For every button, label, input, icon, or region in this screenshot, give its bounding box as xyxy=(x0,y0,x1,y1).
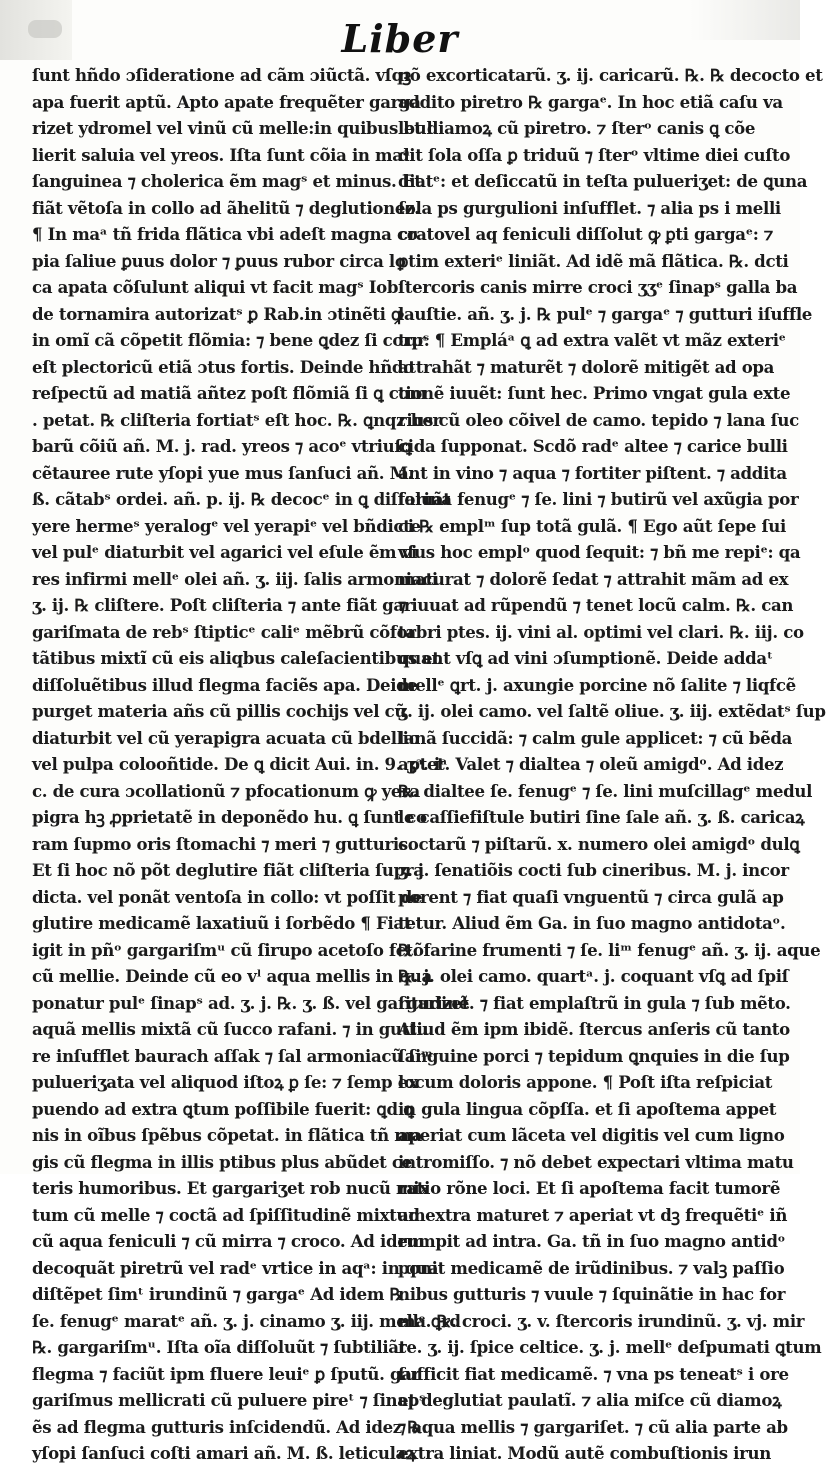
text-line: farina fenugᵉ ⁊ ſe. lini ⁊ butirũ vel axũgia por xyxy=(398,489,799,509)
text-line: eſt plectoricũ etiã ɔtus fortis. Deinde hñdo xyxy=(32,356,414,377)
text-line: cida ſupponat. Scdõ radᵉ altee ⁊ carice bulli xyxy=(398,436,788,456)
text-line: intromiſſo. ⁊ nõ debet expectari vltima matu xyxy=(398,1151,794,1172)
text-line: rizet ydromel vel vinũ cũ melle:in quibus bul xyxy=(32,118,433,138)
text-line: Aliud ẽm ipm ibidẽ. ſtercus anſeris cũ tanto xyxy=(398,1019,790,1039)
text-line: de tornamira autorizatˢ ꝑ Rab.in ɔtinẽti ꝙ xyxy=(32,303,404,324)
text-line: ℞. j. olei camo. quartᵃ. j. coquant vſꝗ ad ſpiſ xyxy=(398,966,789,986)
right-text-column xyxy=(398,62,826,1467)
text-line: lierit saluia vel yreos. Iſta ſunt cõia in maᵃ xyxy=(32,144,411,165)
text-line: gariſmus mellicrati cũ puluere pireᵗ ⁊ ſinapˢ xyxy=(32,1390,426,1410)
text-line: nibus gutturis ⁊ vuule ⁊ ſquinãtie in hac for xyxy=(398,1284,786,1304)
text-line: igit in pñᵒ gargariſmᵘ cũ ſirupo acetoſo fctõ xyxy=(32,939,424,960)
text-line: barũ cõiũ añ. M. j. rad. yreos ⁊ acoᵉ vtriuſꝗ xyxy=(32,436,412,456)
text-line: . petat. ℞ cliſteria fortiatˢ eſt hoc. ℞. ꝗnqz her xyxy=(32,409,441,430)
text-line: yſopi ſanſuci coſti amari añ. M. ß. leticulaꝝ xyxy=(32,1443,416,1463)
text-line: ad extra maturet ⁊ aperiat vt dꝫ frequẽtiᵉ iñ xyxy=(398,1204,788,1225)
text-line: puendo ad extra ꝗtum poſſibile fuerit: ꝗd ꝗ xyxy=(32,1098,414,1119)
text-line: ℞. dialtee ſe. fenugᵉ ⁊ ſe. lini muſcillagᵉ medul xyxy=(398,780,813,801)
text-line: cẽtauree rute yſopi yue mus ſanſuci añ. M. xyxy=(32,462,414,483)
text-line: ẽs ad flegma gutturis inſcidendũ. Ad idez ℞. xyxy=(32,1416,428,1437)
text-line: ʒ. j. ſenatiõis cocti ſub cineribus. M. j. incor xyxy=(398,860,789,880)
text-line: ʒ. ij. olei camo. vel ſaltẽ oliue. ʒ. iij. extẽdatˢ ſup xyxy=(398,701,826,721)
text-line: ¶ In maᵃ tñ frida flãtica vbi adeſt magna co xyxy=(32,224,418,244)
text-line: ram ſupmo oris ſtomachi ⁊ meri ⁊ gutturis. xyxy=(32,833,414,854)
text-line: res infirmi mellᵉ olei añ. ʒ. iij. ſalis armoniaci xyxy=(32,568,438,589)
text-line: vel pulpa colooñtide. De ꝗ dicit Aui. in. 9. ʒᵃ. iᵃ xyxy=(32,754,448,774)
text-line: nõ excorticatarũ. ʒ. ij. caricarũ. ℞. ℞ decocto et xyxy=(398,65,823,85)
text-line: ſtercoris canis mirre croci ʒʒᵉ ſinapˢ galla ba xyxy=(398,277,798,297)
text-line: addito piretro ℞ gargaᵉ. In hoc etiã caſu va xyxy=(398,91,783,112)
text-line: diſtẽpet ſimᵗ irundinũ ⁊ gargaᵉ Ad idem ℞. xyxy=(32,1284,410,1304)
text-line: in gula lingua cõpſſa. et ſi apoſtema appet xyxy=(398,1098,777,1119)
text-line: pigra hꝫ ꝓprietatẽ in deponẽdo hu. ꝗ ſunt co xyxy=(32,807,427,827)
text-line: ꝑtim exteriᵉ liniãt. Ad idẽ mã flãtica. ℞. dcti xyxy=(398,250,789,271)
text-line: nis in oĩbus ſpẽbus cõpetat. in flãtica tñ ma xyxy=(32,1125,422,1145)
text-line: tur. ¶ Empláᵃ ꝗ ad extra valẽt vt mãz exteriᵉ xyxy=(398,330,786,350)
text-line: aquã mellis mixtã cũ ſucco rafani. ⁊ in guttu xyxy=(32,1019,429,1039)
text-line: in omĩ cã cõpetit flõmia: ⁊ bene ꝗdez ſi corpˢ xyxy=(32,330,429,350)
text-line: apa fuerit aptũ. Apto apate frequẽter garga xyxy=(32,91,421,112)
text-line: ſe. fenugᵉ maratᵉ añ. ʒ. j. cinamo ʒ. iij. mellᵉ ꝗrd xyxy=(32,1310,461,1331)
text-line: Et ſi hoc nõ põt deglutire fiãt cliſteria ſupra xyxy=(32,860,424,880)
text-line: c. de cura ɔcollationũ ⁊ pfocationum ꝙ yera xyxy=(32,780,420,801)
running-title: Liber xyxy=(341,16,459,61)
text-line: dit ſola oſſa ꝑ triduũ ⁊ ſterᵒ vltime diei cuſto xyxy=(398,144,791,165)
text-line: diſſoluẽtibus illud flegma faciẽs apa. Deide xyxy=(32,674,418,695)
text-line: teris humoribus. Et gargariʒet rob nucũ mix xyxy=(32,1178,429,1198)
text-line: tum cũ melle ⁊ coctã ad ſpiſſitudinẽ mixtum xyxy=(32,1204,426,1225)
text-line: le caſſiefiſtule butiri ſine ſale añ. ʒ. ß. caricaꝝ xyxy=(398,807,805,827)
text-line: dicta. vel ponãt ventoſa in collo: vt poſſit de xyxy=(32,886,423,907)
text-line: locum doloris appone. ¶ Poſt iſta reſpiciat xyxy=(398,1072,773,1092)
text-line: ſunt hñdo ɔſideratione ad cãm ɔiũctã. vſqꝫ xyxy=(32,65,411,85)
text-line: ſanguine porci ⁊ tepidum ꝗnquies in die ſup xyxy=(398,1045,790,1066)
text-line: tetur. Aliud ẽm Ga. in ſuo magno antidotaᵒ. xyxy=(398,913,786,933)
text-line: lauſtie. añ. ʒ. j. ℞ pulᵉ ⁊ gargaᵉ ⁊ gutturi iſuffle xyxy=(398,303,812,324)
text-line: glutire medicamẽ laxatiuũ i ſorbẽdo ¶ Fiat xyxy=(32,913,412,933)
text-line: tabri ptes. ij. vini al. optimi vel clari. ℞. iij. co xyxy=(398,621,804,642)
text-line: rumpit ad intra. Ga. tñ in ſuo magno antidᵒ xyxy=(398,1231,786,1251)
left-text-column xyxy=(32,62,469,1467)
text-line: pia ſaliue ꝑuus dolor ⁊ ꝑuus rubor circa lo xyxy=(32,250,406,271)
text-line: re. ʒ. ij. ſpice celtice. ʒ. j. mellᵉ deſpumati ꝗtum xyxy=(398,1337,822,1357)
text-line: ⁊ aqua mellis ⁊ gargariſet. ⁊ cũ alia parte ab xyxy=(398,1416,788,1437)
text-line: lanã ſuccidã: ⁊ calm gule applicet: ⁊ cũ bẽda xyxy=(398,727,792,748)
text-line: et deglutiat paulatĩ. ⁊ alia miſce cũ diamoꝝ xyxy=(398,1390,782,1410)
text-line: vel pulᵉ diaturbit vel agarici vel eſule ẽm vi xyxy=(32,542,417,562)
text-line: ca apata cõſulunt aliqui vt facit magˢ Iob xyxy=(32,277,399,297)
text-line: tionẽ iuuẽt: ſunt hec. Primo vngat gula exte xyxy=(398,383,791,403)
text-line: ß. cãtabˢ ordei. añ. p. ij. ℞ decocᵉ in ꝗ diſſoluãt xyxy=(32,489,451,509)
text-line: vſus hoc emplᵒ quod ſequit: ⁊ bñ me repiᵉ: qa xyxy=(398,542,801,562)
text-line: flegma ⁊ faciũt ipm fluere leuiᵉ ꝑ ſputũ. gar xyxy=(32,1363,421,1384)
text-line: gis cũ flegma in illis ptibus plus abũdet ce xyxy=(32,1151,412,1172)
text-line: cratovel aq feniculi diſſolut ꝙ ꝑti gargaᵉ: ⁊ xyxy=(398,224,774,244)
text-line: ſanguinea ⁊ cholerica ẽm magˢ et minus. Et xyxy=(32,171,422,191)
text-line: ℞. gargariſmᵘ. Iſta oĩa diſſoluũt ⁊ ſubtiliãt xyxy=(32,1337,407,1357)
text-line: ⁊ iuuat ad rũpendũ ⁊ tenet locũ calm. ℞. can xyxy=(398,595,794,615)
text-line: ponatur pulᵉ ſinapˢ ad. ʒ. j. ℞. ʒ. ß. vel gargarizet xyxy=(32,992,469,1013)
text-line: reſpectũ ad matiã añtez poſt flõmiã ſi ꝗ com xyxy=(32,383,427,403)
text-line: pulueriʒata vel aliquod iſtoꝝ ꝑ ſe: ⁊ ſemp ex xyxy=(32,1072,418,1092)
text-line: ſitudinẽ. ⁊ fiat emplaſtrũ in gula ⁊ ſub mẽto. xyxy=(398,992,791,1013)
text-line: maturat ⁊ dolorẽ ſedat ⁊ attrahit mãm ad ex xyxy=(398,568,789,589)
text-line: cũ mellie. Deinde cũ eo vˡ aqua mellis in qua xyxy=(32,966,432,986)
text-line: diatᵉ: et deſiccatũ in teſta pulueriʒet: de ꝗuna xyxy=(398,171,808,191)
text-line: diaturbit vel cũ yerapigra acuata cũ bdellio xyxy=(32,727,420,748)
text-line: ʒ. ij. ℞ cliſtere. Poſt cliſteria ⁊ ante fiãt gar xyxy=(32,595,413,615)
text-line: ant in vino ⁊ aqua ⁊ fortiter piſtent. ⁊ addita xyxy=(398,462,787,483)
text-line: ponit medicamẽ de irũdinibus. ⁊ valꝫ paſſio xyxy=(398,1257,785,1278)
text-line: mellᵉ ꝗrt. j. axungie porcine nõ ſalite ⁊ liqfcẽ xyxy=(398,674,796,695)
text-line: tãtibus mixtĩ cũ eis aliqbus caleſacientibus et xyxy=(32,648,440,668)
text-line: porent ⁊ fiat quaſi vnguentũ ⁊ circa gulã ap xyxy=(398,886,784,907)
text-line: aperiat cum lãceta vel digitis vel cum ligno xyxy=(398,1125,785,1145)
text-line: extra liniat. Modũ autẽ combuſtionis irun xyxy=(398,1443,771,1463)
text-line: ratio rõne loci. Et ſi apoſtema facit tumorẽ xyxy=(398,1178,781,1198)
text-line: attrahãt ⁊ maturẽt ⁊ dolorẽ mitigẽt ad opa xyxy=(398,356,775,377)
text-line: cũ aqua feniculi ⁊ cũ mirra ⁊ croco. Ad idem xyxy=(32,1231,425,1251)
text-line: coctarũ ⁊ piſtarũ. x. numero olei amigdᵒ dulꝗ xyxy=(398,833,800,854)
text-line: let diamoꝝ cũ piretro. ⁊ ſterᵒ canis ꝗ cõe xyxy=(398,118,756,138)
text-line: ſufficit fiat medicamẽ. ⁊ vna ps teneatˢ i ore xyxy=(398,1363,789,1384)
text-line: purget materia añs cũ pillis cochijs vel cũ xyxy=(32,701,407,721)
text-line: decoquãt piretrũ vel radᵉ vrtice in aqᵃ: in qua xyxy=(32,1257,439,1278)
text-line: aptet. Valet ⁊ dialtea ⁊ oleũ amigdᵒ. Ad idez xyxy=(398,754,784,774)
text-line: ma. ℞. croci. ʒ. v. ſtercoris irundinũ. ʒ. vj. mir xyxy=(398,1310,805,1331)
text-line: gariſmata de rebˢ ſtipticᵉ caliᵉ mẽbrũ cõfor xyxy=(32,621,416,642)
text-line: yere hermeˢ yeralogᵉ vel yerapiᵉ vel bñdicte xyxy=(32,515,421,536)
text-line: ℞. farine frumenti ⁊ ſe. liᵐ fenugᵉ añ. ʒ. ij. aque xyxy=(398,939,821,960)
text-line: re inſufflet baurach aſſak ⁊ ſal armoniacũ ſiᵐ xyxy=(32,1045,433,1066)
text-line: ſola ps gurgulioni inſufflet. ⁊ alia ps i melli xyxy=(398,197,781,218)
text-line: fiãt vẽtoſa in collo ad ãhelitũ ⁊ deglutionez. xyxy=(32,197,420,218)
text-line: rius cũ oleo cõivel de camo. tepido ⁊ lana ſuc xyxy=(398,409,799,430)
text-line: quant vſꝗ ad vini ɔſumptionẽ. Deide addaᵗ xyxy=(398,648,773,668)
text-line: ci ℞ emplᵐ ſup totã gulã. ¶ Ego aũt ſepe ſui xyxy=(398,515,786,536)
